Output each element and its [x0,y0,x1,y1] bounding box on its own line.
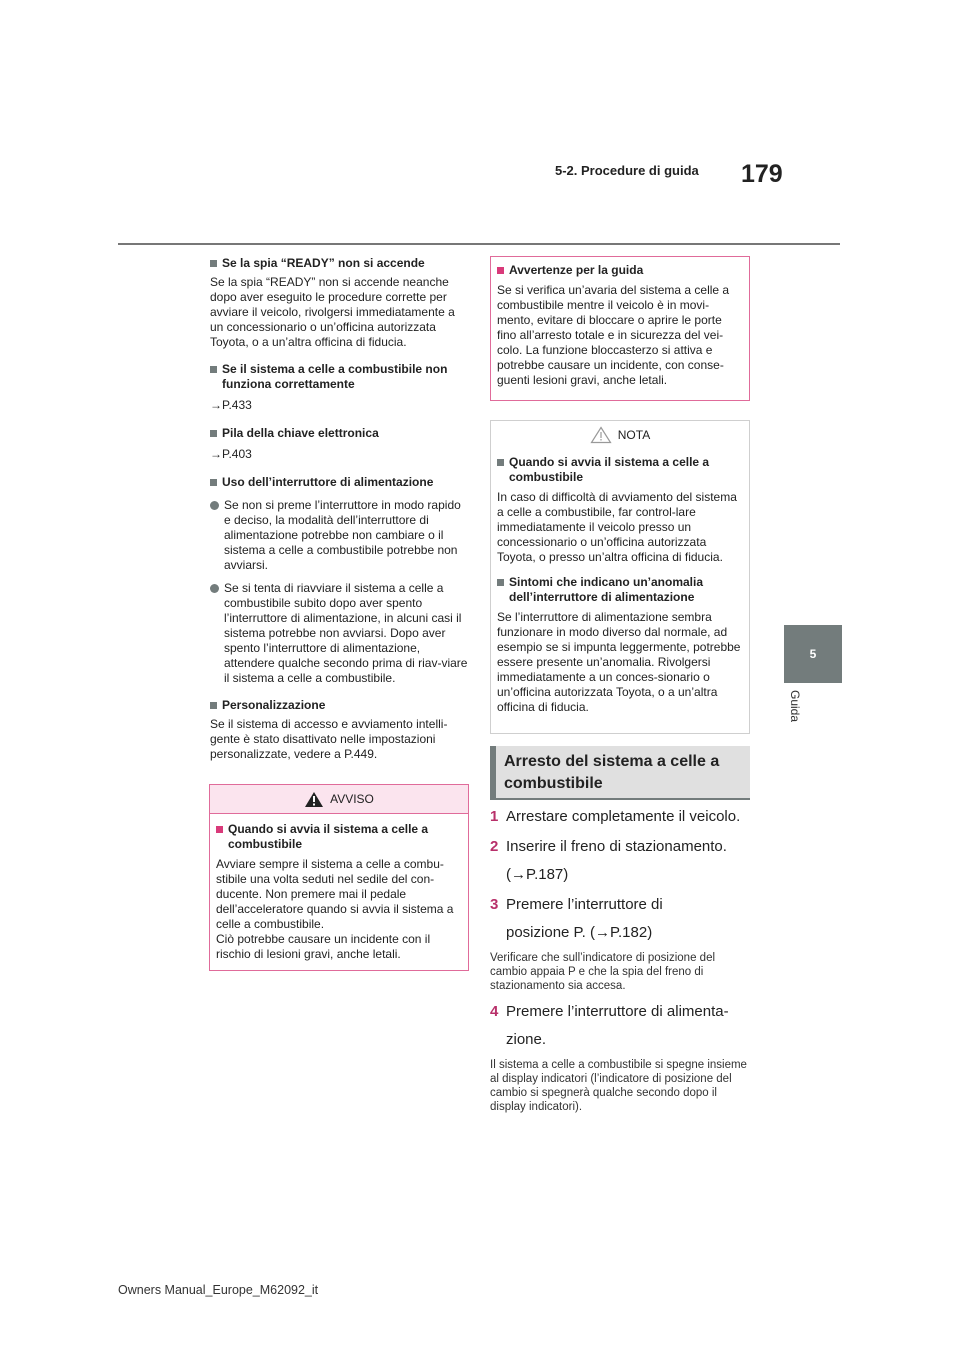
warning-triangle-icon [304,791,324,808]
banner-title-line1: Arresto del sistema a celle a [504,753,720,770]
note-body: In caso di difficoltà di avviamento del sistema a celle a combustibile, far control-lare immediatamente il veicolo presso un concessionario o un’officina autorizzata Toyota, o presso un’altra officina di fiducia. [497,490,737,564]
chapter-label: Guida [788,690,802,723]
note-header: NOTA [491,421,749,449]
warning-body: Ciò potrebbe causare un incidente con il rischio di lesioni gravi, anche letali. [216,932,431,961]
step-item: 2 Inserire il freno di stazionamento. (→P.187) [490,838,727,883]
warning-header: AVVISO [210,785,468,814]
step-item: 4 Premere l’interruttore di alimenta- zione. [490,1003,729,1048]
section-banner [490,746,750,800]
header-divider [118,243,840,245]
heading-customization: Personalizzazione [210,698,468,713]
square-bullet-icon [210,260,217,267]
step-note: Verificare che sull’indicatore di posizione del cambio appaia P e che la spia del freno di stazionamento sia accesa. [490,952,716,992]
warning-title: Quando si avvia il sistema a celle a combustibile [216,822,460,852]
note-body: Se l’interruttore di alimentazione sembra funzionare in modo diverso dal normale, ad esempio se si impunta leggermente, potrebbe essere presente un’anomalia. Rivolgersi immediatamente a un conces-sionario o un’officina autorizzata Toyota, o a un’altra officina di fiducia. [497,610,741,714]
list-item: Se si tenta di riavviare il sistema a celle a combustibile subito dopo aver spento l’interruttore di alimentazione, in alcuni casi il sistema potrebbe non avviarsi. Dopo aver spento l’interruttore di alimentazione, attendere qualche secondo prima di riav-viare il sistema a celle a combustibile. [210,581,468,686]
square-bullet-icon [210,366,217,373]
paragraph-customization: Se il sistema di accesso e avviamento intelli-gente è stato disattivato nelle impostazioni personalizzate, vedere a P.449. [210,717,448,761]
warning-body: Se si verifica un’avaria del sistema a celle a combustibile mentre il veicolo è in movi-mento, evitare di bloccare o aprire le porte fino all’arresto totale e in sicurezza del vei-colo. La funzione bloccasterzo si attiva e potrebbe causare un incidente, con conse-guenti lesioni gravi, anche letali. [497,283,730,387]
footer-doc-id: Owners Manual_Europe_M62092_it [118,1283,319,1297]
warning-box [209,784,469,971]
square-bullet-icon [210,430,217,437]
square-bullet-icon [216,826,223,833]
step-note: Il sistema a celle a combustibile si spegne insieme al display indicatori (l’indicatore di posizione del cambio si spegnerà qualche secondo dopo il display indicatori). [490,1059,747,1113]
section-title: 5-2. Procedure di guida [555,163,699,178]
heading-ready-lamp: Se la spia “READY” non si accende [210,256,468,271]
note-box [490,420,750,734]
paragraph-ready-lamp: Se la spia “READY” non si accende neanche dopo aver eseguito le procedure corrette per avviare il veicolo, rivolgersi immediatamente a un concessionario o un’officina autorizzata Toyota, o a un’altra officina di fiducia. [210,275,455,349]
page-number: 179 [741,160,783,188]
square-bullet-icon [210,479,217,486]
step-item: 3 Premere l’interruttore di posizione P. (→P.182) [490,896,663,941]
square-bullet-icon [497,579,504,586]
left-column [210,256,468,762]
steps-list [490,806,752,1114]
page-reference[interactable]: →P.433 [210,398,252,412]
square-bullet-icon [497,267,504,274]
heading-fuel-cell-malfunction: Se il sistema a celle a combustibile non funziona correttamente [210,362,468,392]
warning-box-continued [490,256,750,401]
page-reference[interactable]: →P.403 [210,447,252,461]
banner-title-line2: combustibile [504,775,603,792]
heading-key-battery: Pila della chiave elettronica [210,426,468,441]
square-bullet-icon [210,702,217,709]
warning-body: Avviare sempre il sistema a celle a combu-stibile una volta seduti nel sedile del con-ducente. Non premere mai il pedale dell’acceleratore quando si avvia il sistema a celle a combustibile. [216,857,454,931]
list-item: Se non si preme l’interruttore in modo rapido e deciso, la modalità dell’interruttore di alimentazione potrebbe non cambiare o il sistema a celle a combustibile potrebbe non avviarsi. [210,498,468,573]
circle-bullet-icon [210,584,219,593]
warning-title: Avvertenze per la guida [497,263,741,278]
note-title: Quando si avvia il sistema a celle a combustibile [497,455,741,485]
note-title: Sintomi che indicano un’anomalia dell’interruttore di alimentazione [497,575,741,605]
heading-power-switch: Uso dell’interruttore di alimentazione [210,475,468,490]
step-item: 1 Arrestare completamente il veicolo. [490,808,741,825]
caution-triangle-icon [590,426,612,444]
square-bullet-icon [497,459,504,466]
chapter-tab: 5 [784,625,842,683]
circle-bullet-icon [210,501,219,510]
